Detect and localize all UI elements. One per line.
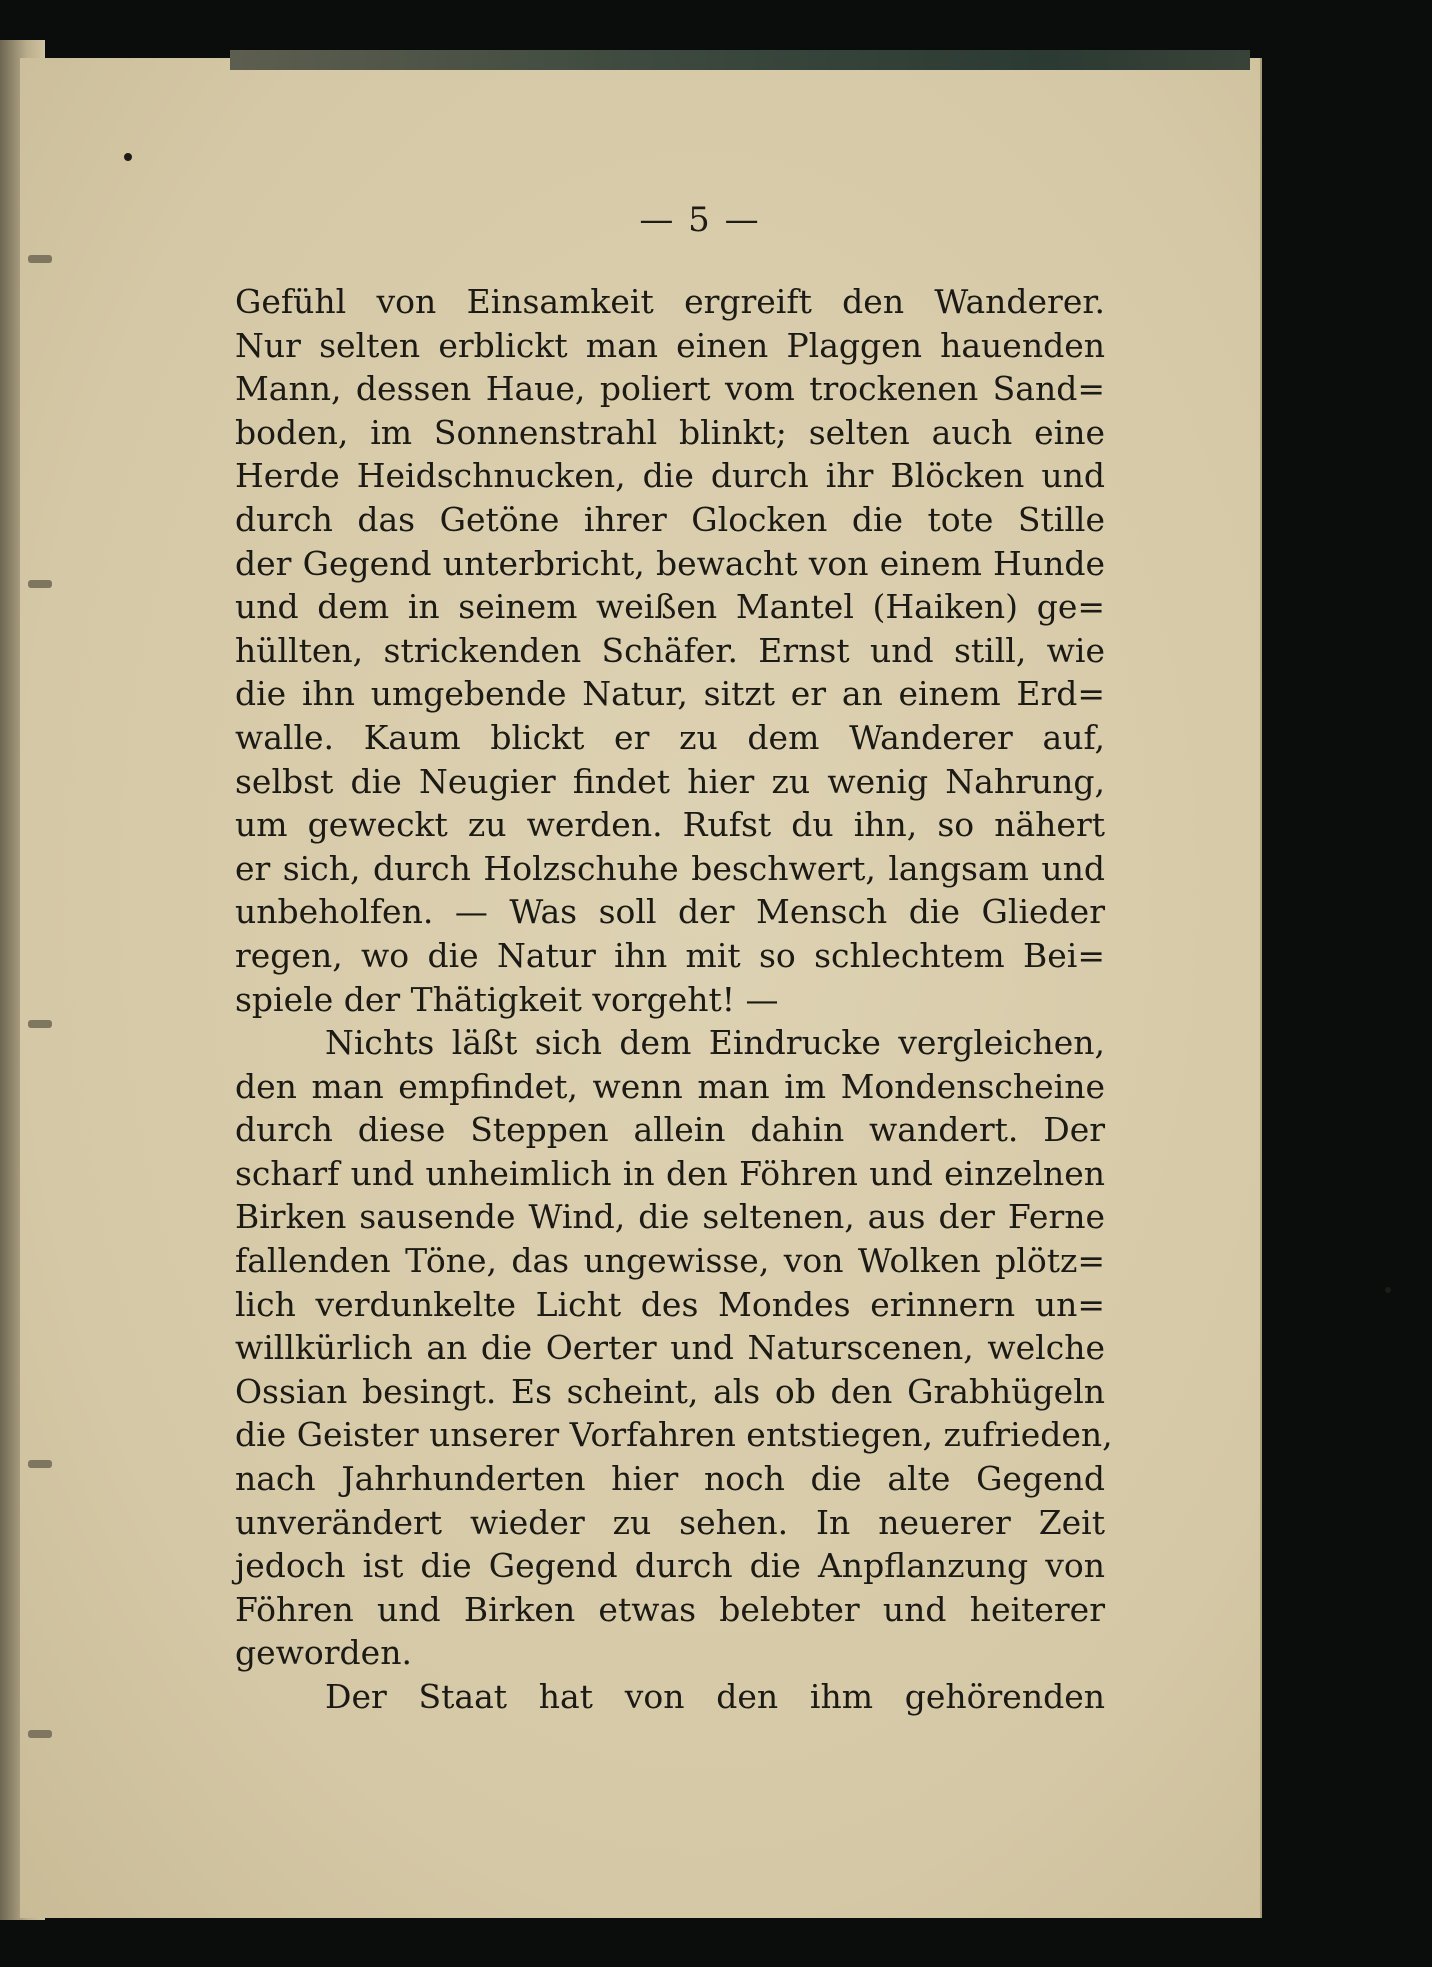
page-number: — 5 —	[639, 200, 761, 240]
text-line: und dem in seinem weißen Mantel (Haiken) ge=	[235, 587, 1105, 627]
binding-thread-mark	[28, 1020, 52, 1028]
ink-speck	[1385, 1287, 1391, 1293]
text-line: nach Jahrhunderten hier noch die alte Gegend	[235, 1459, 1105, 1499]
text-line: regen, wo die Natur ihn mit so schlechtem Bei=	[235, 935, 1105, 975]
text-line: er sich, durch Holzschuhe beschwert, langsam und	[235, 848, 1105, 888]
text-line: unverändert wieder zu sehen. In neuerer Zeit	[235, 1502, 1105, 1542]
body-text	[235, 280, 1113, 1719]
text-line: jedoch ist die Gegend durch die Anpflanzung von	[235, 1546, 1105, 1586]
text-line: Herde Heidschnucken, die durch ihr Blöcken und	[235, 456, 1105, 496]
text-line: fallenden Töne, das ungewisse, von Wolken plötz=	[235, 1241, 1105, 1281]
text-line: Nichts läßt sich dem Eindrucke vergleichen,	[325, 1023, 1105, 1063]
binding-thread-mark	[28, 1730, 52, 1738]
text-line: Birken sausende Wind, die seltenen, aus der Ferne	[235, 1197, 1105, 1237]
text-line: walle. Kaum blickt er zu dem Wanderer auf,	[235, 717, 1105, 757]
text-line: hüllten, strickenden Schäfer. Ernst und still, wie	[235, 630, 1105, 670]
cover-top-edge	[230, 50, 1250, 70]
text-line: Mann, dessen Haue, poliert vom trockenen Sand=	[235, 369, 1105, 409]
text-line: scharf und unheimlich in den Föhren und einzelnen	[235, 1153, 1105, 1193]
text-line: spiele der Thätigkeit vorgeht! —	[235, 979, 779, 1019]
text-line: die ihn umgebende Natur, sitzt er an einem Erd=	[235, 674, 1105, 714]
text-line: den man empfindet, wenn man im Mondenscheine	[235, 1066, 1105, 1106]
text-line: Föhren und Birken etwas belebter und heiterer	[235, 1589, 1105, 1629]
text-line: um geweckt zu werden. Rufst du ihn, so nähert	[235, 805, 1105, 845]
text-line: lich verdunkelte Licht des Mondes erinnern un=	[235, 1284, 1105, 1324]
text-line: durch das Getöne ihrer Glocken die tote Stille	[235, 499, 1105, 539]
text-line: boden, im Sonnenstrahl blinkt; selten auch eine	[235, 412, 1105, 452]
text-line: der Gegend unterbricht, bewacht von einem Hunde	[235, 543, 1105, 583]
text-line: die Geister unserer Vorfahren entstiegen, zufrieden,	[235, 1415, 1113, 1455]
text-line: durch diese Steppen allein dahin wandert. Der	[235, 1110, 1105, 1150]
text-line: Nur selten erblickt man einen Plaggen hauenden	[235, 325, 1105, 365]
text-line: geworden.	[235, 1633, 412, 1673]
ink-speck	[124, 153, 132, 161]
text-line: Der Staat hat von den ihm gehörenden	[325, 1677, 1105, 1716]
text-line: selbst die Neugier findet hier zu wenig Nahrung,	[235, 761, 1105, 801]
text-line: Gefühl von Einsamkeit ergreift den Wanderer.	[235, 282, 1105, 321]
text-line: willkürlich an die Oerter und Naturscenen, welche	[235, 1328, 1105, 1368]
binding-thread-mark	[28, 580, 52, 588]
binding-thread-mark	[28, 1460, 52, 1468]
text-line: Ossian besingt. Es scheint, als ob den Grabhügeln	[235, 1371, 1105, 1411]
text-line: unbeholfen. — Was soll der Mensch die Glieder	[235, 892, 1105, 932]
binding-thread-mark	[28, 255, 52, 263]
